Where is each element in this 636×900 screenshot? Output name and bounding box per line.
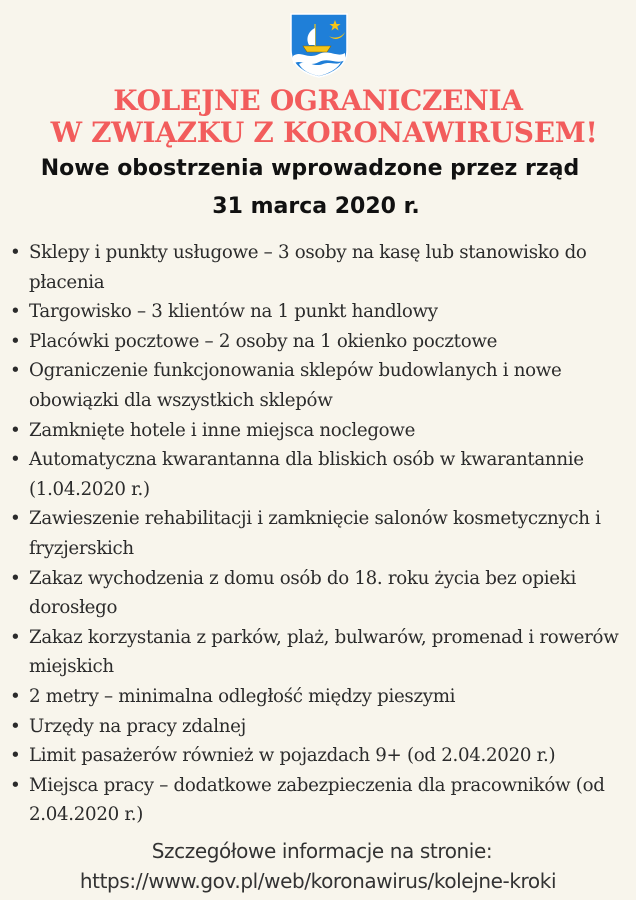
subtitle-date: 31 marca 2020 r. [212, 194, 420, 219]
list-item: • 2 metry – minimalna odległość między pieszymi [10, 682, 630, 712]
headline-line-1: KOLEJNE OGRANICZENIA [113, 84, 523, 117]
list-item: • Zawieszenie rehabilitacji i zamknięcie salonów kosmetycznych i fryzjerskich [10, 504, 630, 563]
list-item: • Targowisko – 3 klientów na 1 punkt handlowy [10, 297, 630, 327]
list-item: • Zakaz korzystania z parków, plaż, bulwarów, promenad i rowerów miejskich [10, 623, 630, 682]
list-item: • Placówki pocztowe – 2 osoby na 1 okienko pocztowe [10, 327, 630, 357]
list-item: • Limit pasażerów również w pojazdach 9+ (od 2.04.2020 r.) [10, 741, 630, 771]
headline-line-2: W ZWIĄZKU Z KORONAWIRUSEM! [50, 116, 598, 149]
list-item: • Zamknięte hotele i inne miejsca noclegowe [10, 416, 630, 446]
list-item: • Automatyczna kwarantanna dla bliskich osób w kwarantannie (1.04.2020 r.) [10, 445, 630, 504]
restrictions-list [10, 238, 630, 830]
list-item: • Sklepy i punkty usługowe – 3 osoby na kasę lub stanowisko do płacenia [10, 238, 630, 297]
list-item: • Zakaz wychodzenia z domu osób do 18. roku życia bez opieki dorosłego [10, 564, 630, 623]
footer-info-label: Szczegółowe informacje na stronie: [151, 839, 493, 863]
list-item: • Urzędy na pracy zdalnej [10, 712, 630, 742]
subtitle-line-1: Nowe obostrzenia wprowadzone przez rząd [40, 156, 580, 181]
footer-url-link[interactable]: https://www.gov.pl/web/koronawirus/kolejne-kroki [79, 869, 557, 893]
coat-of-arms-icon [289, 12, 349, 78]
list-item: • Miejsca pracy – dodatkowe zabezpieczenia dla pracowników (od 2.04.2020 r.) [10, 771, 630, 830]
list-item: • Ograniczenie funkcjonowania sklepów budowlanych i nowe obowiązki dla wszystkich sklepów [10, 356, 630, 415]
